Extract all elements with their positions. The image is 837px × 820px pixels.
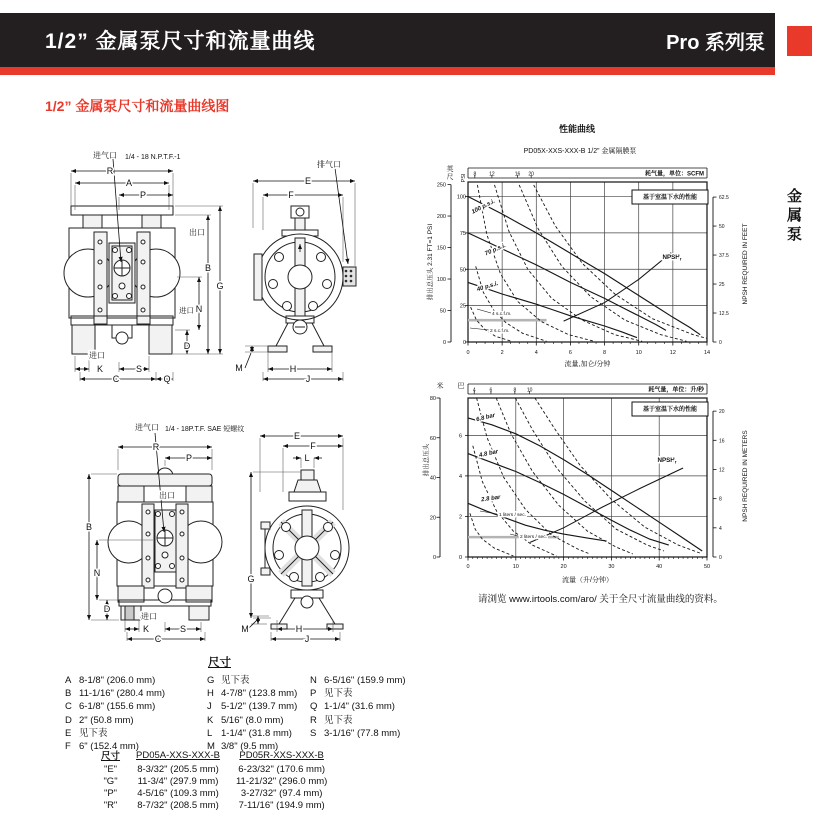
label: 10 [635, 350, 642, 356]
fig-label: 出口 [189, 228, 205, 237]
curve-label: 70 p.s.i. [484, 242, 507, 258]
label: 6 [489, 387, 493, 394]
fig-label: N [93, 568, 101, 578]
fig-label: P [185, 453, 193, 463]
label: 62.5 [719, 195, 729, 202]
series-npshr [530, 468, 683, 542]
label: 6 [458, 433, 462, 440]
label: 16 [514, 171, 521, 178]
section-title: 1/2” 金属泵尺寸和流量曲线图 [45, 98, 230, 114]
curve-label: 4 s.c.f.m. [492, 312, 512, 317]
label: 巴 [457, 383, 465, 390]
label: 排出总压头 2.31 FT=1 PSI [427, 223, 434, 301]
figure-pump-nptf [55, 140, 425, 390]
fig-label: D [103, 604, 111, 614]
label: 14 [703, 350, 711, 356]
fig-label: E [293, 431, 301, 441]
fig-label: 进气口 [135, 423, 159, 432]
label: 4 [458, 473, 462, 480]
table-row: "P" 4-5/16" (109.3 mm) 3-27/32" (97.4 mm) [103, 788, 323, 799]
label: 40 [656, 564, 663, 570]
label: 16 [719, 438, 725, 445]
dimension-row: S 3-1/16" (77.8 mm) [310, 727, 401, 739]
performance-chart-imperial [420, 118, 785, 380]
table-header: PD05R-XXS-XXX-B [239, 749, 324, 761]
label: 0 [466, 350, 470, 356]
fig-label: H [295, 624, 303, 634]
dimension-row: Q 1-1/4" (31.6 mm) [310, 701, 395, 713]
label: 流量（升/分钟） [562, 577, 613, 584]
section-tab-marker [787, 26, 812, 56]
legend-text: 基于室温下水的性能 [642, 195, 698, 202]
label: 0 [466, 564, 470, 570]
label: 8 [603, 350, 607, 356]
series-6-8-bar [468, 418, 702, 551]
fig-label: 进口 [89, 351, 105, 360]
fig-label: 出口 [159, 491, 175, 500]
dimension-row: K 5/16" (8.0 mm) [207, 714, 284, 726]
label: 100 [436, 277, 446, 284]
label: 4 [472, 387, 476, 394]
label: 10 [512, 564, 519, 570]
label: 0 [458, 555, 462, 561]
curve-label: 1 liters / sec. [499, 513, 526, 518]
dimension-row: J 5-1/2" (139.7 mm) [207, 701, 298, 713]
label: 0 [719, 340, 722, 346]
label: 20 [429, 515, 436, 522]
label: 英 [446, 166, 454, 173]
fig-label: 1/4 - 18P.T.F. SAE 短螺纹 [165, 426, 245, 433]
label: 250 [436, 182, 446, 189]
label: PSI [461, 173, 467, 183]
fig-label: K [142, 624, 150, 634]
label: 80 [429, 396, 436, 402]
series-20-s-c-f-m- [534, 185, 707, 339]
label: 4 [534, 350, 538, 356]
dimension-row: C 6-1/8" (155.6 mm) [65, 701, 156, 713]
series-1-liters-sec- [470, 513, 514, 556]
fig-label: H [289, 364, 297, 374]
dimension-row: R 见下表 [310, 714, 353, 726]
label: 150 [436, 245, 446, 252]
curve-label: 2 s.c.f.m. [490, 329, 510, 334]
fig-label: L [304, 453, 310, 463]
label: 12 [719, 467, 725, 474]
dimension-row: D 2" (50.8 mm) [65, 714, 134, 726]
fig-label: S [179, 624, 187, 634]
dimension-row: M 3/8" (9.5 mm) [207, 741, 279, 753]
dimension-row: P 见下表 [310, 688, 353, 700]
dimension-row: F 6" (152.4 mm) [65, 741, 139, 753]
fig-label: 进气口 [93, 151, 117, 160]
fig-label: F [310, 441, 316, 451]
fig-label: J [304, 634, 310, 644]
label: NPSH REQUIRED IN METERS [742, 430, 749, 522]
fig-label: R [106, 166, 114, 176]
series-title: Pro 系列泵 [666, 31, 765, 54]
fig-label: G [216, 281, 224, 291]
dimension-table [60, 654, 420, 754]
table-row: "E" 8-3/32" (205.5 mm) 6-23/32" (170.6 mm) [103, 764, 326, 775]
fig-label: C [154, 634, 162, 644]
label: 20 [719, 409, 725, 416]
curve-label: 100 p.s.i. [470, 198, 497, 216]
label: 100 [456, 194, 466, 201]
fig-label: P [139, 190, 147, 200]
label: 尺 [446, 174, 454, 181]
dimension-row: N 6-5/16" (159.9 mm) [310, 675, 406, 686]
label: 0 [719, 555, 722, 561]
label: 2 [458, 514, 462, 521]
fig-label: 1/4 - 18 N.P.T.F.-1 [125, 154, 181, 161]
pump-side-view [254, 206, 356, 352]
fig-label: G [247, 574, 255, 584]
curve-label: $NPSH_r$ [662, 254, 682, 262]
label: 性能曲线 [558, 124, 596, 134]
accent-rule [0, 67, 775, 75]
label: 25 [459, 303, 466, 310]
label: 50 [719, 224, 725, 231]
label: 0 [432, 555, 436, 561]
label: 200 [436, 214, 446, 221]
pump-front-view [64, 206, 180, 354]
dimension-column-1 [65, 674, 165, 753]
fig-label: 进口 [179, 306, 194, 315]
label: 4 [719, 525, 722, 532]
curve-label: $NPSH_r$ [657, 457, 677, 465]
label: 40 [429, 475, 436, 482]
label: 60 [429, 435, 436, 442]
label: 25 [719, 282, 725, 289]
table-row: "R" 8-7/32" (208.5 mm) 7-11/16" (194.9 mm) [103, 800, 325, 811]
label: 2 [500, 350, 504, 356]
curve-label: 2 liters / sec. [520, 535, 547, 540]
label: 排出总压头 [423, 443, 430, 477]
label: 30 [608, 564, 615, 570]
label: 20 [528, 171, 534, 178]
page-title: 1/2” 金属泵尺寸和流量曲线 [45, 30, 316, 53]
fig-label: C [112, 374, 120, 384]
label: 0 [442, 340, 446, 346]
fig-label: F [288, 190, 294, 200]
fig-label: S [135, 364, 143, 374]
label: 米 [436, 383, 444, 390]
figure-pump-sae [55, 400, 425, 650]
legend-text: 基于室温下水的性能 [642, 407, 698, 414]
table-header: PD05A-XXS-XXX-B [136, 749, 220, 761]
label: 6 [568, 350, 572, 356]
fig-label: E [304, 176, 312, 186]
dimension-row: H 4-7/8" (123.8 mm) [207, 688, 298, 700]
dimension-row: G 见下表 [207, 675, 250, 686]
fig-label: Q [163, 374, 171, 384]
fig-label: K [96, 364, 104, 374]
label: 流量,加仑/分钟 [564, 361, 611, 368]
label: 8 [513, 387, 517, 394]
side-tab-label: 金属泵 [785, 188, 802, 245]
label: 耗气量，单位：升/秒 [648, 387, 704, 394]
label: PD05X-XXS-XXX-B 1/2” 金属隔膜泵 [523, 148, 637, 155]
curve-label: 40 p.s.i. [476, 280, 500, 294]
label: 20 [560, 564, 567, 570]
label: 12.5 [719, 311, 729, 318]
label: 37.5 [719, 253, 729, 260]
fig-label: B [85, 522, 93, 532]
fig-label: R [152, 442, 160, 452]
label: 10 [526, 387, 533, 394]
label: 耗气量，单位：SCFM [645, 171, 704, 178]
fig-label: 进口 [141, 612, 157, 621]
fig-label: B [204, 263, 212, 273]
series-16-s-c-f-m- [519, 185, 686, 341]
dimension-table-title: 尺寸 [208, 657, 231, 669]
label: 12 [669, 350, 676, 356]
header-bar [0, 13, 775, 67]
model-dimension-table [93, 748, 335, 812]
fig-label: J [305, 374, 311, 384]
series-12-s-c-f-m- [495, 185, 643, 341]
dimension-row: L 1-1/4" (31.8 mm) [207, 727, 292, 739]
performance-chart-metric [420, 372, 785, 597]
dimension-column-2 [207, 674, 297, 753]
footnote: 请浏览 www.irtools.com/aro/ 关于全尺寸流量曲线的资料。 [478, 594, 723, 605]
curve-label: 6.8 bar [475, 412, 496, 424]
dimension-row: A 8-1/8" (206.0 mm) [65, 675, 156, 686]
curve-label: 2.8 bar [480, 494, 501, 504]
fig-label: 排气口 [317, 160, 341, 169]
label: 12 [489, 171, 495, 178]
table-header: 尺寸 [101, 751, 121, 762]
curve-label: 4.8 bar [478, 449, 499, 459]
fig-label: A [125, 178, 133, 188]
label: 8 [719, 496, 722, 503]
pump-side-view [261, 470, 349, 629]
fig-label: M [241, 624, 249, 634]
label: 50 [439, 308, 446, 315]
fig-label: N [195, 304, 203, 314]
label: 0 [462, 340, 466, 346]
fig-label: D [183, 341, 191, 351]
label: 50 [459, 267, 466, 274]
label: 75 [459, 230, 466, 237]
fig-label: M [235, 363, 243, 373]
label: NPSH REQUIRED IN FEET [742, 223, 749, 305]
dimension-row: E 见下表 [65, 727, 108, 739]
table-row: "G" 11-3/4" (297.9 mm) 11-21/32" (296.0 mm) [103, 776, 328, 787]
dimension-column-3 [310, 674, 406, 740]
label: 50 [703, 564, 711, 570]
dimension-row: B 11-1/16" (280.4 mm) [65, 688, 166, 700]
label: 8 [473, 171, 477, 178]
